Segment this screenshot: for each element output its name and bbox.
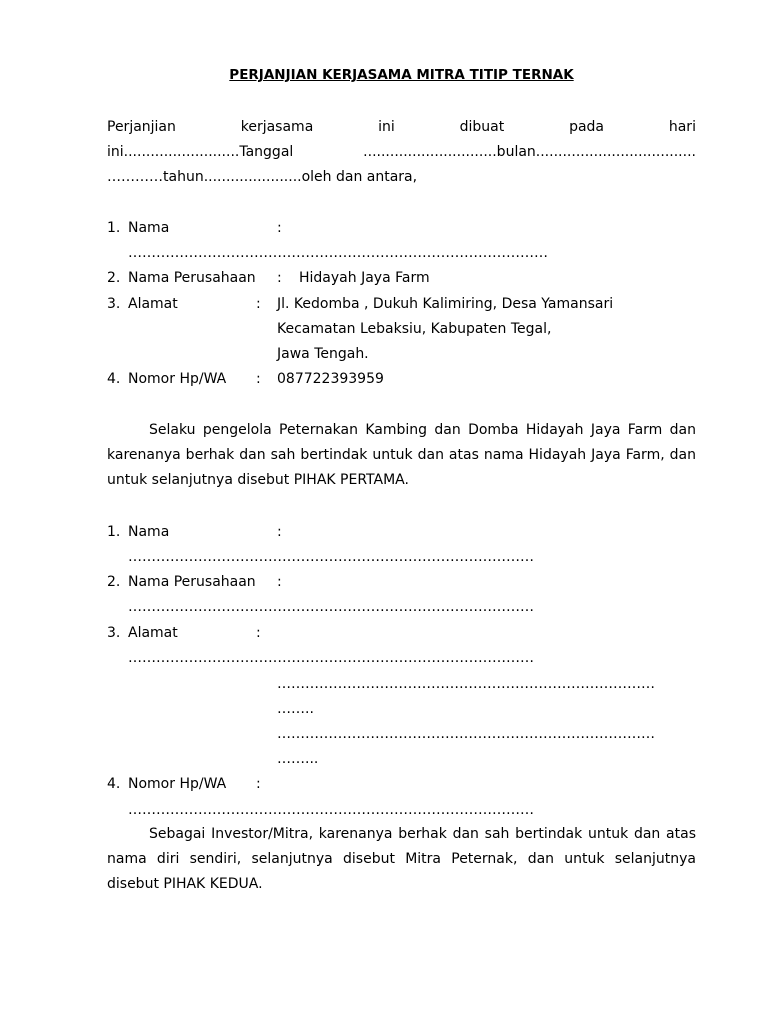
p2-perusahaan-dots: …………………………………………………………………………… <box>128 599 534 615</box>
item-colon: : <box>256 776 261 792</box>
p2-hp-dots: …………………………………………………………………………… <box>128 802 534 818</box>
item-number: 1. <box>107 220 121 236</box>
item-label: Nomor Hp/WA <box>128 776 227 792</box>
intro-word: ini..........................Tanggal <box>107 144 294 160</box>
document-title: PERJANJIAN KERJASAMA MITRA TITIP TERNAK <box>229 67 574 83</box>
p1-alamat-line2: Kecamatan Lebaksiu, Kabupaten Tegal, <box>277 321 552 337</box>
item-colon: : <box>277 220 282 236</box>
intro-word: ..............................bulan.................................... <box>363 144 696 160</box>
p2-alamat-dots: …………………………………………………………………………… <box>128 650 534 666</box>
intro-word: hari <box>668 119 696 135</box>
item-label: Alamat <box>128 625 178 641</box>
p2-alamat-extra1b: …….. <box>277 701 314 717</box>
item-value: Jl. Kedomba , Dukuh Kalimiring, Desa Yamansari <box>277 296 614 312</box>
p2-alamat-extra2b: ……... <box>277 751 319 767</box>
item-label: Nomor Hp/WA <box>128 371 227 387</box>
item-number: 3. <box>107 296 121 312</box>
intro-line-1 <box>107 118 696 136</box>
p1-alamat-line3: Jawa Tengah. <box>277 346 369 362</box>
intro-word: pada <box>569 119 605 135</box>
intro-word: ini <box>378 119 395 135</box>
item-number: 4. <box>107 776 121 792</box>
intro-line-2 <box>107 143 696 161</box>
item-number: 4. <box>107 371 121 387</box>
item-value: 087722393959 <box>277 371 384 387</box>
item-colon: : <box>256 625 261 641</box>
p2-paragraph: Sebagai Investor/Mitra, karenanya berhak dan sah bertindak untuk dan atas nama diri sendiri, selanjutnya disebut Mitra Peternak, dan untuk selanjutnya disebut PIHAK KEDUA. <box>107 826 696 892</box>
p2-alamat-extra2: ……………………………………………………………………… <box>277 726 655 742</box>
item-label: Nama Perusahaan <box>128 270 256 286</box>
intro-word: dibuat <box>459 119 505 135</box>
item-label: Nama <box>128 524 170 540</box>
item-colon: : <box>277 524 282 540</box>
p2-alamat-extra1: ……………………………………………………………………… <box>277 676 655 692</box>
item-number: 1. <box>107 524 121 540</box>
p2-nama-dots: …………………………………………………………………………… <box>128 549 534 565</box>
item-colon: : <box>277 574 282 590</box>
item-number: 2. <box>107 574 121 590</box>
item-colon: : <box>256 371 261 387</box>
p1-paragraph: Selaku pengelola Peternakan Kambing dan Domba Hidayah Jaya Farm dan karenanya berhak dan sah bertindak untuk dan atas nama Hidayah Jaya Farm, dan untuk selanjutnya disebut PIHAK PERTAMA. <box>107 422 696 488</box>
intro-word: Perjanjian <box>107 119 176 135</box>
item-colon: : <box>256 296 261 312</box>
item-number: 3. <box>107 625 121 641</box>
intro-line-3: …………tahun......................oleh dan antara, <box>107 169 418 185</box>
item-colon: : <box>277 270 282 286</box>
intro-word: kerjasama <box>240 119 314 135</box>
item-number: 2. <box>107 270 121 286</box>
item-label: Nama <box>128 220 170 236</box>
item-label: Alamat <box>128 296 178 312</box>
p1-nama-dots: ……………………………………………………………………………… <box>128 245 548 261</box>
item-label: Nama Perusahaan <box>128 574 256 590</box>
item-value: Hidayah Jaya Farm <box>299 270 430 286</box>
